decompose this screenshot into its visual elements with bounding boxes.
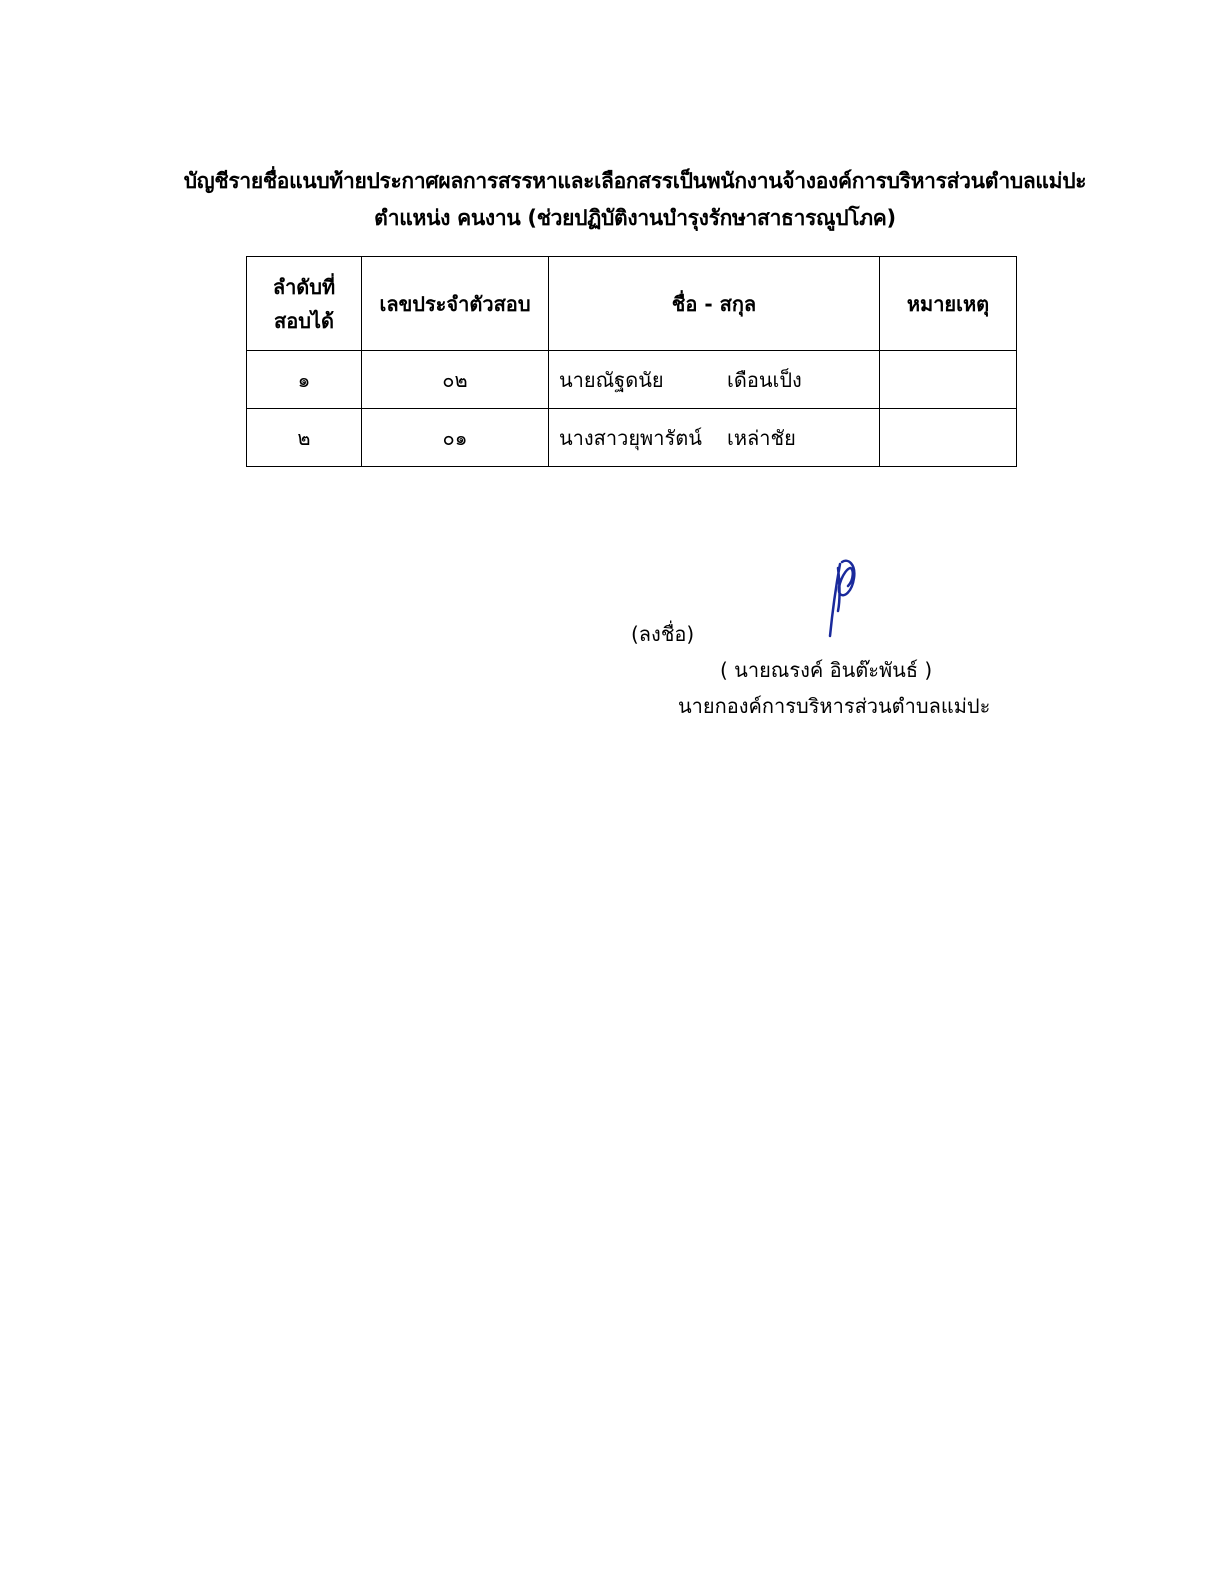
header-rank bbox=[247, 257, 362, 351]
signer-name: ( นายณรงค์ อินต๊ะพันธ์ ) bbox=[720, 658, 933, 682]
header-rank-line-2: สอบได้ bbox=[274, 308, 334, 333]
table-row bbox=[247, 409, 1017, 467]
cell-exam-id: ๐๑ bbox=[362, 409, 549, 467]
table-header-row bbox=[247, 257, 1017, 351]
first-name: นายณัฐดนัย bbox=[559, 367, 664, 392]
header-exam-id: เลขประจำตัวสอบ bbox=[362, 257, 549, 351]
cell-rank: ๒ bbox=[247, 409, 362, 467]
header-remark: หมายเหตุ bbox=[880, 257, 1017, 351]
cell-name bbox=[549, 409, 880, 467]
document-title-line-2: ตำแหน่ง คนงาน (ช่วยปฏิบัติงานบำรุงรักษาสาธารณูปโภค) bbox=[374, 206, 896, 230]
cell-name bbox=[549, 351, 880, 409]
handwritten-signature bbox=[818, 556, 863, 641]
last-name: เหล่าชัย bbox=[727, 425, 796, 450]
table-row bbox=[247, 351, 1017, 409]
signature-label: (ลงชื่อ) bbox=[631, 622, 695, 646]
cell-exam-id: ๐๒ bbox=[362, 351, 549, 409]
first-name: นางสาวยุพารัตน์ bbox=[559, 425, 702, 450]
cell-remark bbox=[880, 409, 1017, 467]
cell-remark bbox=[880, 351, 1017, 409]
cell-rank: ๑ bbox=[247, 351, 362, 409]
header-name: ชื่อ - สกุล bbox=[549, 257, 880, 351]
document-title-line-1: บัญชีรายชื่อแนบท้ายประกาศผลการสรรหาและเลือกสรรเป็นพนักงานจ้างองค์การบริหารส่วนตำบลแม่ปะ bbox=[183, 169, 1087, 193]
signer-position: นายกองค์การบริหารส่วนตำบลแม่ปะ bbox=[678, 694, 991, 718]
last-name: เดือนเป็ง bbox=[727, 367, 802, 392]
header-rank-line-1: ลำดับที่ bbox=[272, 274, 336, 299]
results-table bbox=[246, 256, 1017, 467]
